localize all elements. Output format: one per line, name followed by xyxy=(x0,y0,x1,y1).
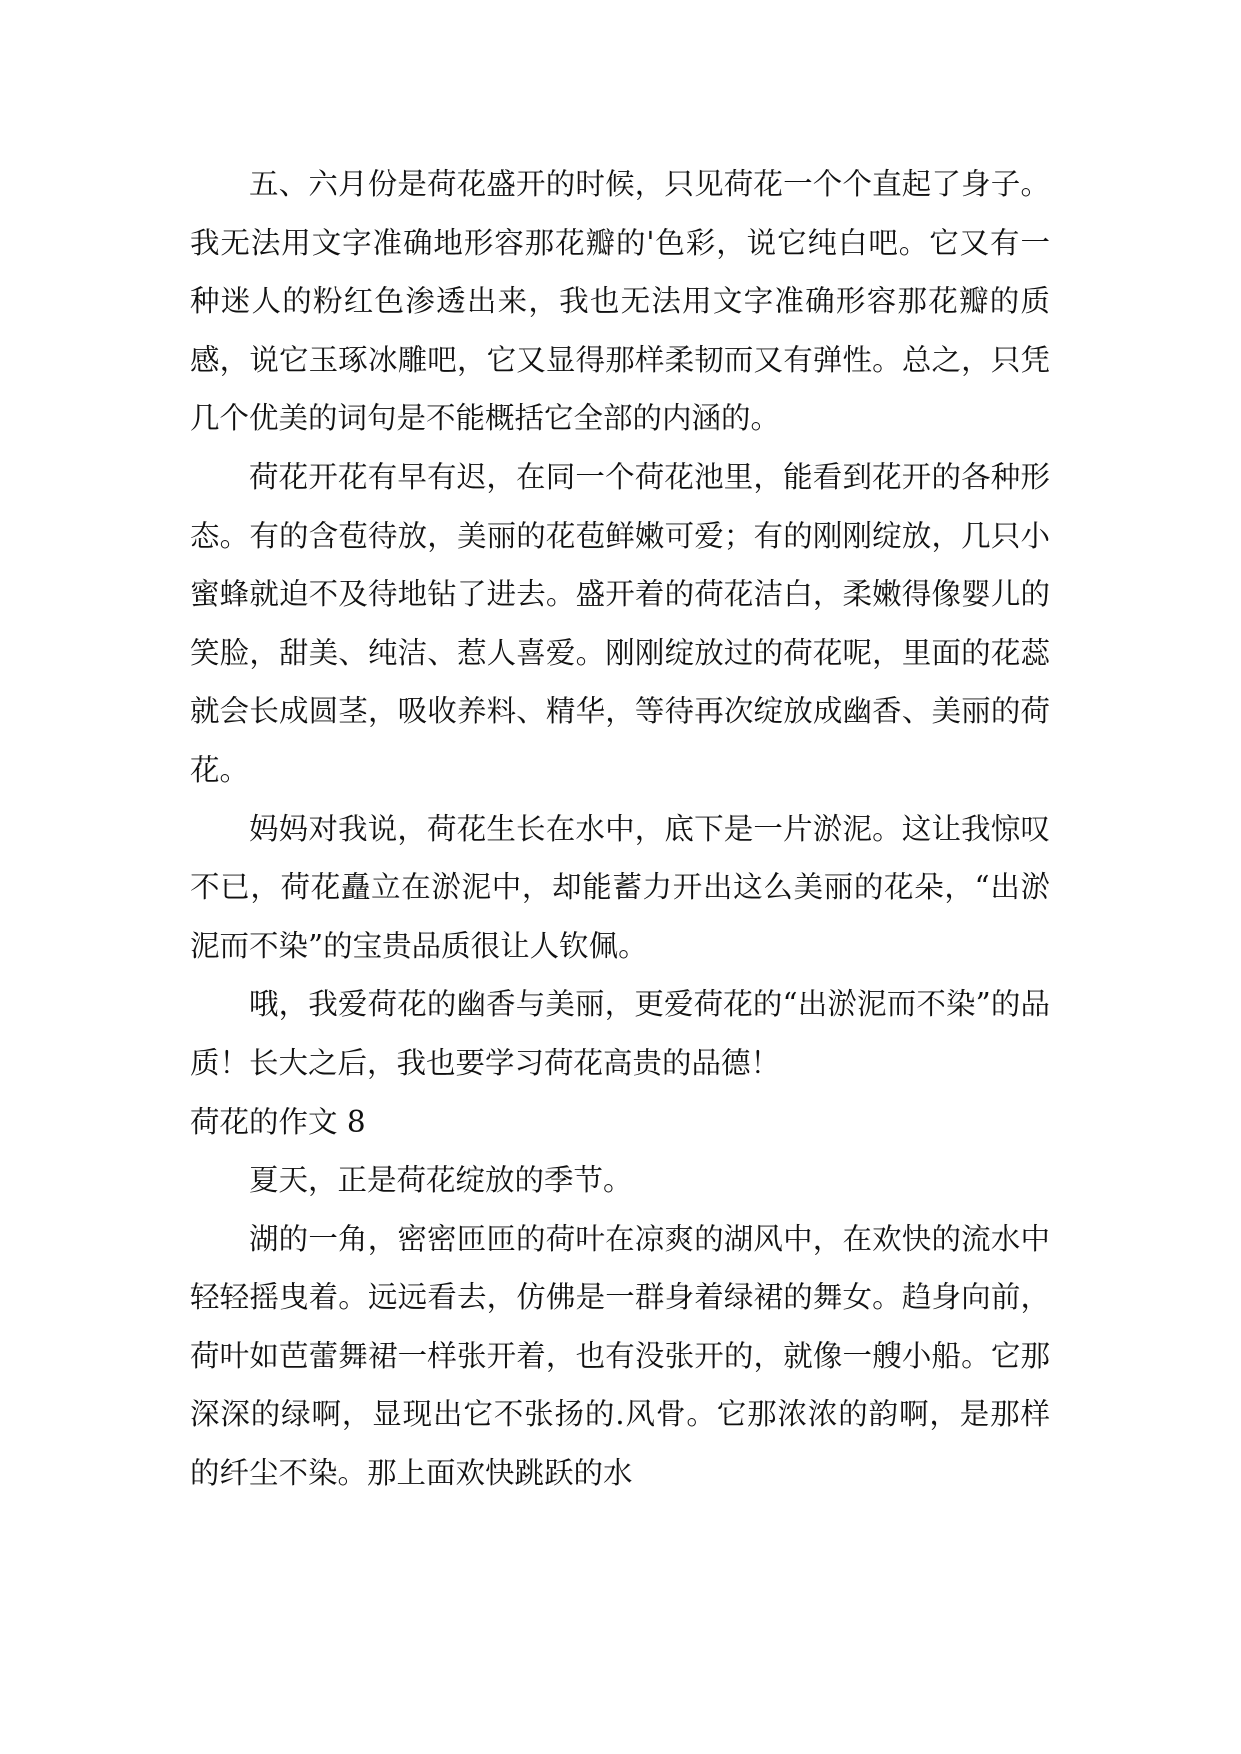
section-title: 荷花的作文 8 xyxy=(190,1104,366,1139)
paragraph-1: 五、六月份是荷花盛开的时候，只见荷花一个个直起了身子。我无法用文字准确地形容那花瓣的'色彩，说它纯白吧。它又有一种迷人的粉红色渗透出来，我也无法用文字准确形容那花瓣的质感，说它玉琢冰雕吧，它又显得那样柔韧而又有弹性。总之，只凭几个优美的词句是不能概括它全部的内涵的。 xyxy=(190,167,1050,436)
document-body xyxy=(190,155,1050,1503)
section-paragraph-1: 夏天，正是荷花绽放的季节。 xyxy=(249,1163,633,1198)
paragraph-4: 哦，我爱荷花的幽香与美丽，更爱荷花的“出淤泥而不染”的品质！长大之后，我也要学习荷花高贵的品德！ xyxy=(190,987,1050,1080)
paragraph-2: 荷花开花有早有迟，在同一个荷花池里，能看到花开的各种形态。有的含苞待放，美丽的花苞鲜嫩可爱；有的刚刚绽放，几只小蜜蜂就迫不及待地钻了进去。盛开着的荷花洁白，柔嫩得像婴儿的笑脸，甜美、纯洁、惹人喜爱。刚刚绽放过的荷花呢，里面的花蕊就会长成圆茎，吸收养料、精华，等待再次绽放成幽香、美丽的荷花。 xyxy=(190,459,1050,787)
section-paragraph-2: 湖的一角，密密匝匝的荷叶在凉爽的湖风中，在欢快的流水中轻轻摇曳着。远远看去，仿佛是一群身着绿裙的舞女。趋身向前，荷叶如芭蕾舞裙一样张开着，也有没张开的，就像一艘小船。它那深深的绿啊，显现出它不张扬的.风骨。它那浓浓的韵啊，是那样的纤尘不染。那上面欢快跳跃的水 xyxy=(190,1221,1050,1491)
paragraph-3: 妈妈对我说，荷花生长在水中，底下是一片淤泥。这让我惊叹不已，荷花矗立在淤泥中，却能蓄力开出这么美丽的花朵，“出淤泥而不染”的宝贵品质很让人钦佩。 xyxy=(190,811,1050,963)
